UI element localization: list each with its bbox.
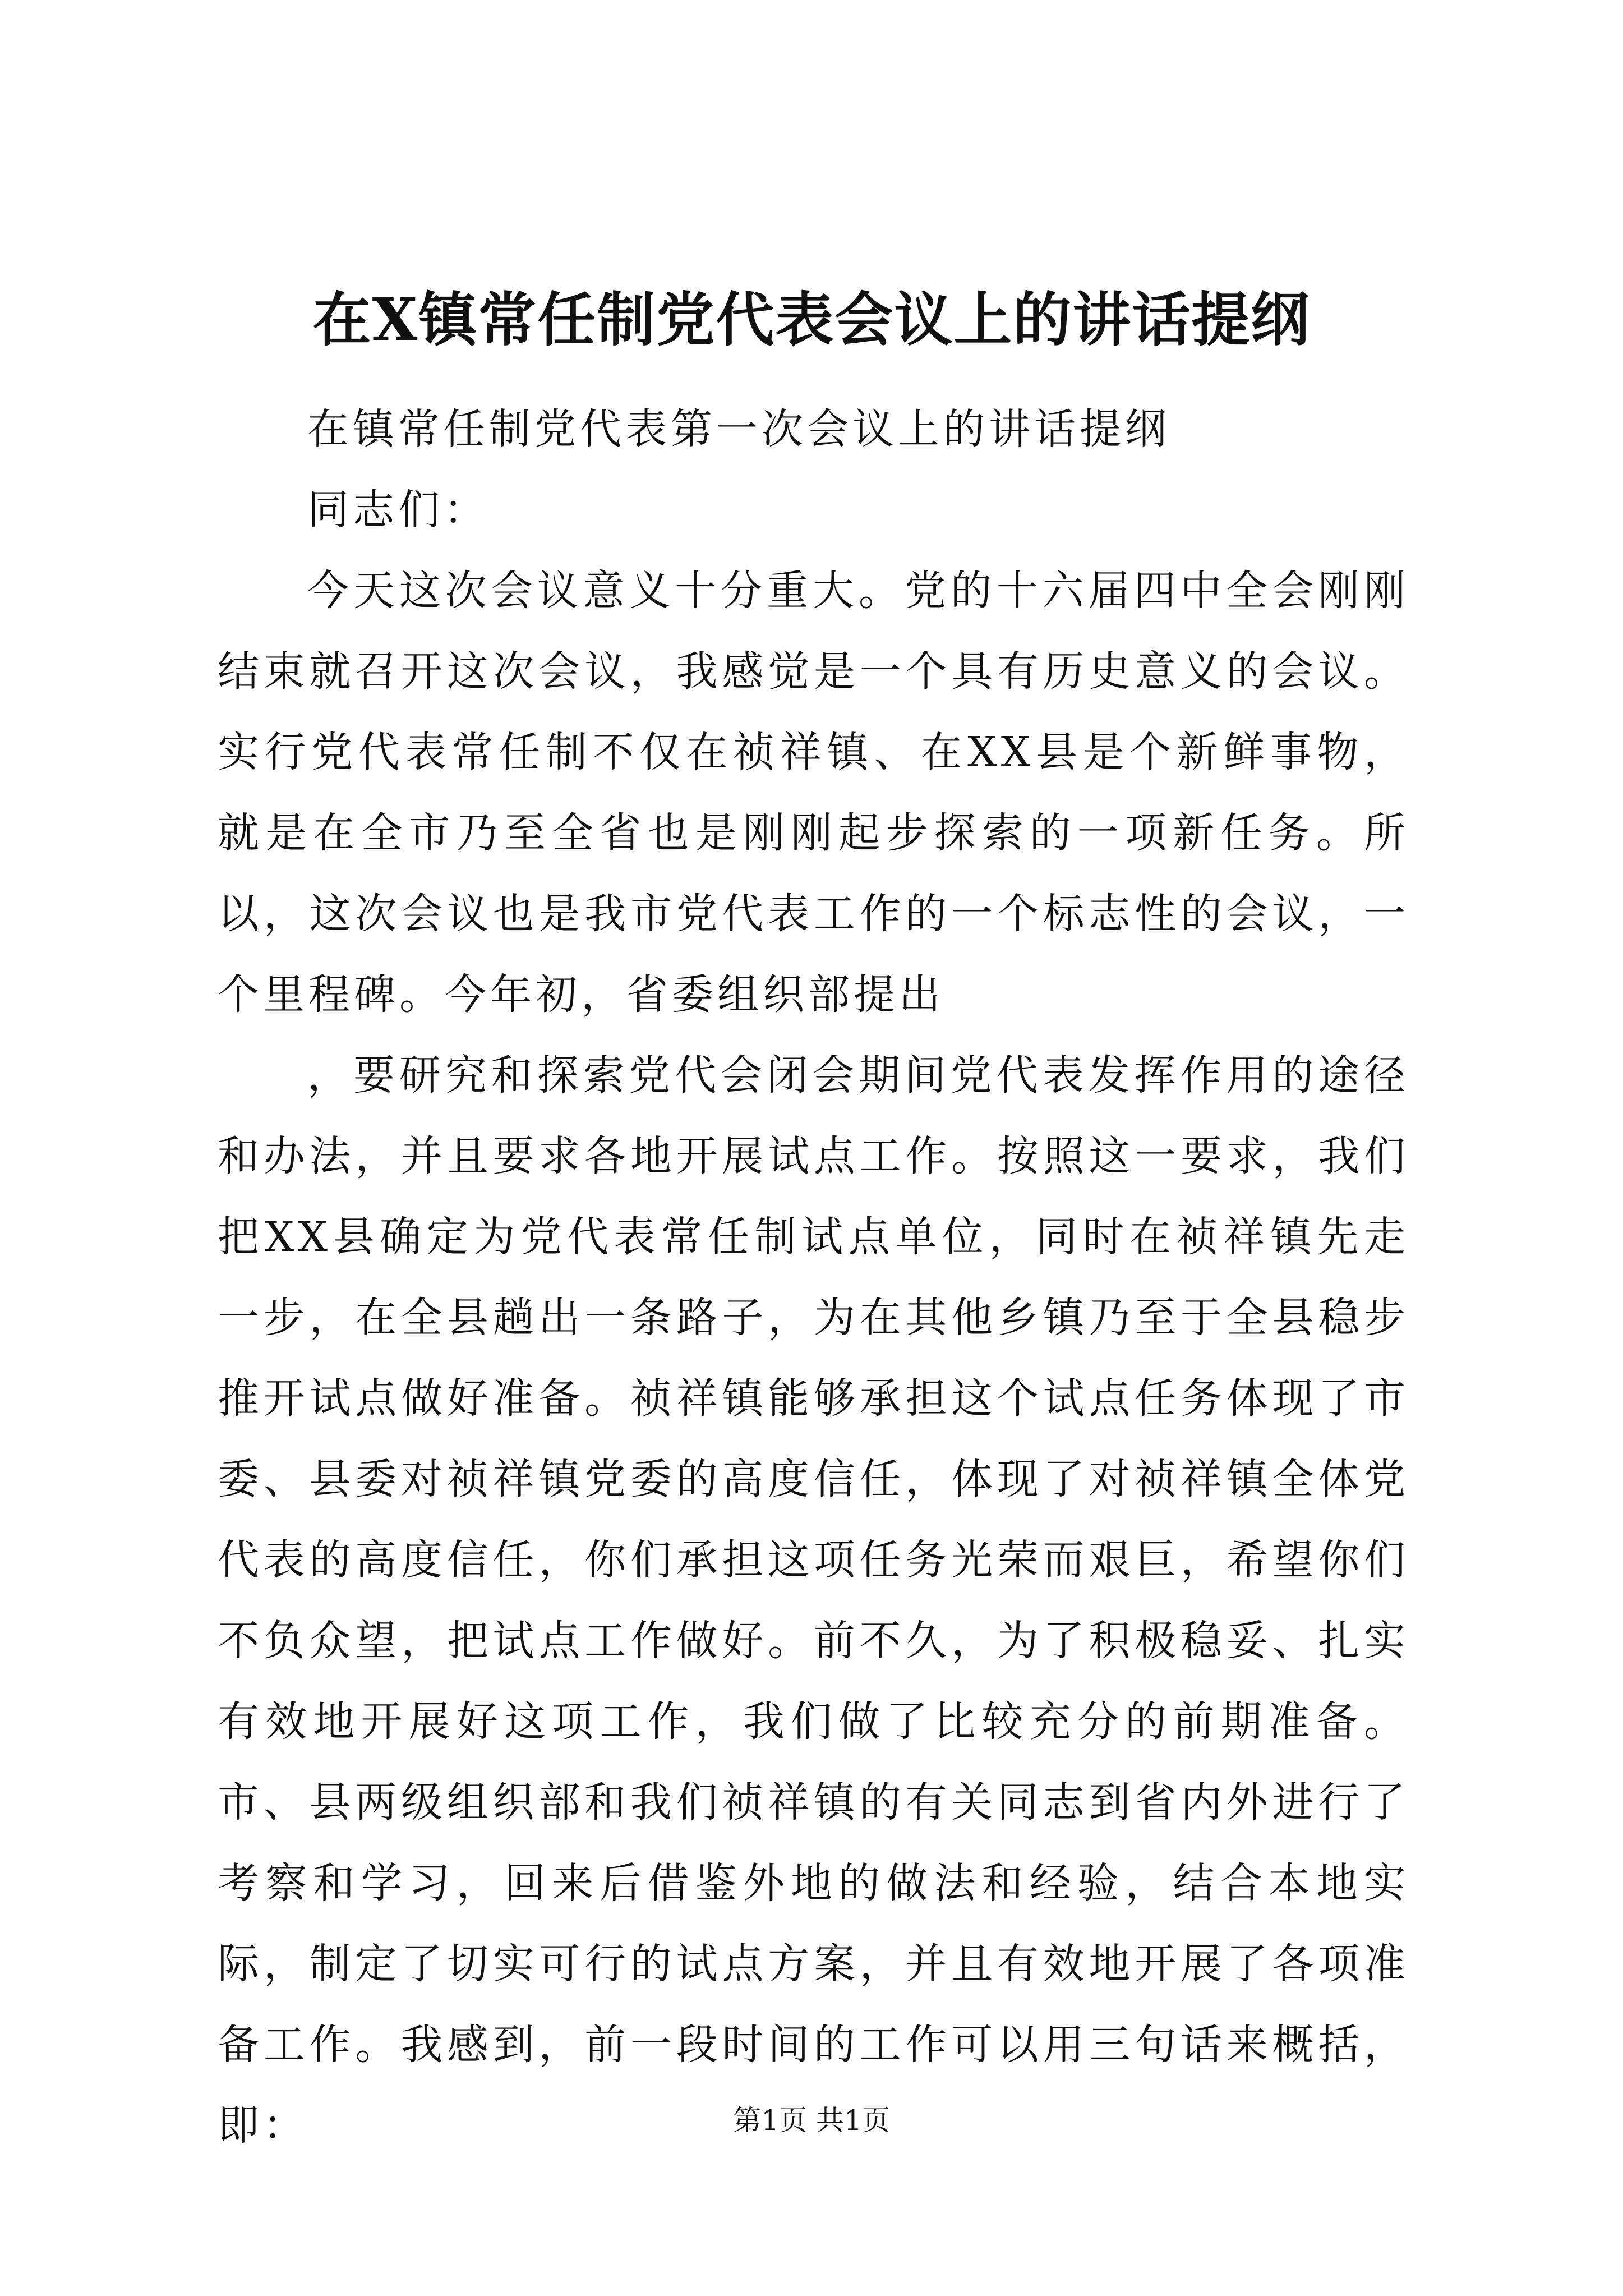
salutation: 同志们： xyxy=(307,486,489,534)
body-paragraph: ，要研究和探索党代会闭会期间党代表发挥作用的途径和办法，并且要求各地开展试点工作。按照这一要求，我们把XX县确定为党代表常任制试点单位，同时在祯祥镇先走一步，在全县趟出一条路子，为在其他乡镇乃至于全县稳步推开试点做好准备。祯祥镇能够承担这个试点任务体现了市委、县委对祯祥镇党委的高度信任，体现了对祯祥镇全体党代表的高度信任，你们承担这项任务光荣而艰巨，希望你们不负众望，把试点工作做好。前不久，为了积极稳妥、扎实有效地开展好这项工作，我们做了比较充分的前期准备。市、县两级组织部和我们祯祥镇的有关同志到省内外进行了考察和学习，回来后借鉴外地的做法和经验，结合本地实际，制定了切实可行的试点方案，并且有效地开展了各项准备工作。我感到，前一段时间的工作可以用三句话来概括，即： xyxy=(218,1051,1409,2150)
page-footer: 第1页 共1页 xyxy=(733,2104,890,2137)
document-subtitle: 在镇常任制党代表第一次会议上的讲话提纲 xyxy=(307,405,1170,453)
body-paragraph: 今天这次会议意义十分重大。党的十六届四中全会刚刚结束就召开这次会议，我感觉是一个具有历史意义的会议。实行党代表常任制不仅在祯祥镇、在XX县是个新鲜事物，就是在全市乃至全省也是刚刚起步探索的一项新任务。所以，这次会议也是我市党代表工作的一个标志性的会议，一个里程碑。今年初，省委组织部提出 xyxy=(218,567,1409,1019)
document-body xyxy=(218,389,1409,2166)
document-title: 在X镇常任制党代表会议上的讲话提纲 xyxy=(312,285,1311,354)
